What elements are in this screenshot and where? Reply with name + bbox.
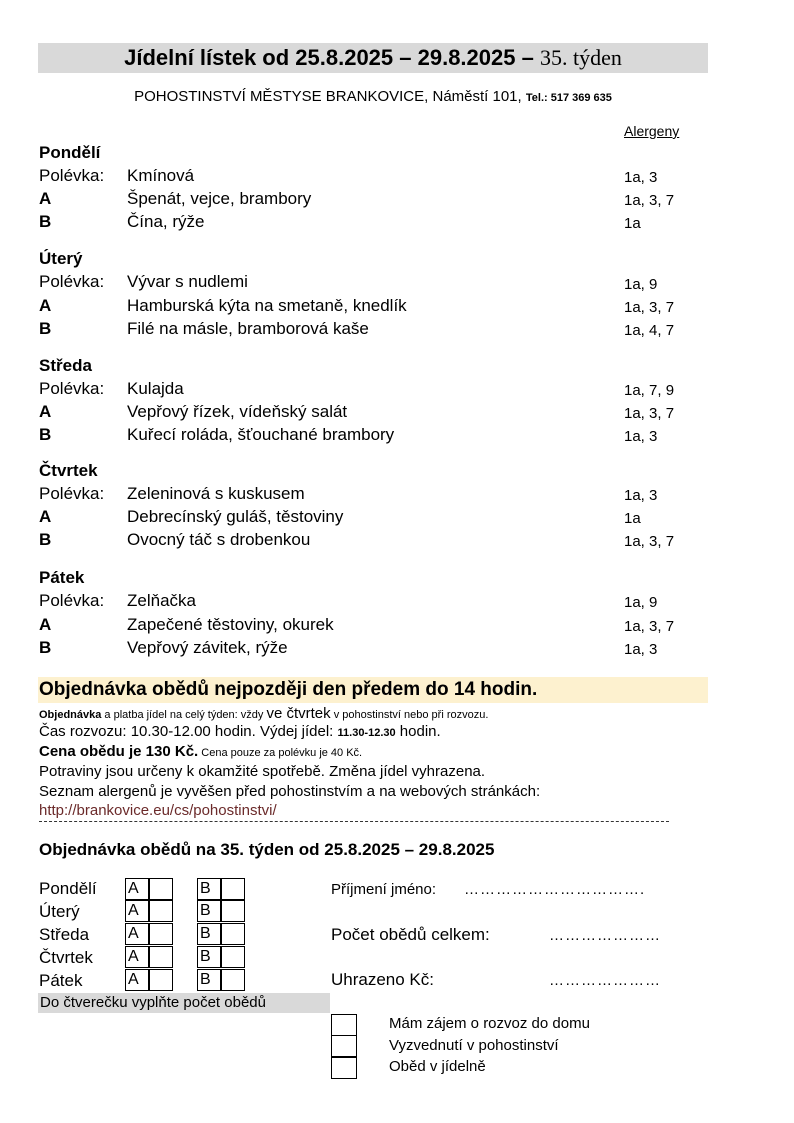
option-b-dish: Čína, rýže: [127, 212, 205, 231]
soup-allergens: 1a, 9: [624, 594, 658, 611]
day-name: Úterý: [39, 249, 83, 268]
form-day-label: Středa: [39, 925, 90, 944]
serving-time: 11.30-12.30: [337, 727, 396, 739]
cell-a-count[interactable]: [149, 923, 173, 945]
soup-price: Cena pouze za polévku je 40 Kč.: [198, 747, 363, 759]
soup-allergens: 1a, 9: [624, 276, 658, 293]
option-b-allergens: 1a, 3, 7: [624, 533, 675, 550]
cell-a-label: A: [125, 969, 149, 991]
option-a-label: A: [39, 189, 52, 208]
order-form-title: Objednávka obědů na 35. týden od 25.8.2025 – 29.8.2025: [39, 840, 495, 859]
option-a-dish: Zapečené těstoviny, okurek: [127, 615, 334, 634]
cell-a-count[interactable]: [149, 878, 173, 900]
dine-in-option-label: Oběd v jídelně: [389, 1058, 486, 1075]
option-a-dish: Hamburská kýta na smetaně, knedlík: [127, 296, 407, 315]
option-a-label: A: [39, 615, 52, 634]
cell-a-label: A: [125, 923, 149, 945]
cell-b-count[interactable]: [221, 900, 245, 922]
soup-label: Polévka:: [39, 591, 105, 610]
cell-a-count[interactable]: [149, 900, 173, 922]
meal-count-field[interactable]: …………………: [549, 927, 661, 944]
cell-b-count[interactable]: [221, 969, 245, 991]
paid-amount-label: Uhrazeno Kč:: [331, 970, 434, 989]
form-day-label: Čtvrtek: [39, 948, 93, 967]
cell-b-count[interactable]: [221, 878, 245, 900]
soup-dish: Zelňačka: [127, 591, 196, 610]
restaurant-name: POHOSTINSTVÍ MĚSTYSE BRANKOVICE, Náměstí 101,: [134, 88, 522, 105]
form-day-label: Úterý: [39, 902, 80, 921]
option-a-dish: Vepřový řízek, vídeňský salát: [127, 402, 348, 421]
cell-b-label: B: [197, 969, 221, 991]
pickup-option-label: Vyzvednutí v pohostinství: [389, 1037, 559, 1054]
allergen-list-note: Seznam alergenů je vyvěšen před pohostinstvím a na webových stránkách:: [39, 783, 541, 800]
fill-note: Do čtverečku vyplňte počet obědů: [40, 994, 266, 1011]
option-a-label: A: [39, 507, 52, 526]
restaurant-phone: Tel.: 517 369 635: [525, 92, 612, 104]
cell-b-label: B: [197, 900, 221, 922]
lunch-price: Cena obědu je 130 Kč.: [39, 743, 199, 760]
option-b-allergens: 1a: [624, 215, 641, 232]
day-name: Středa: [39, 356, 92, 375]
option-b-allergens: 1a, 3: [624, 428, 658, 445]
order-place: v pohostinství nebo při rozvozu.: [330, 709, 489, 721]
page-title: [38, 45, 708, 71]
order-day: ve čtvrtek: [266, 705, 331, 722]
soup-label: Polévka:: [39, 166, 105, 185]
surname-label: Příjmení jméno:: [331, 881, 437, 898]
soup-label: Polévka:: [39, 272, 105, 291]
order-payment-text: a platba jídel na celý týden: vždy: [101, 709, 267, 721]
option-b-label: B: [39, 638, 52, 657]
day-name: Čtvrtek: [39, 461, 98, 480]
soup-label: Polévka:: [39, 484, 105, 503]
option-b-label: B: [39, 319, 52, 338]
option-a-dish: Špenát, vejce, brambory: [127, 189, 312, 208]
website-link[interactable]: http://brankovice.eu/cs/pohostinstvi/: [39, 802, 277, 819]
form-day-label: Pátek: [39, 971, 83, 990]
soup-dish: Vývar s nudlemi: [127, 272, 248, 291]
order-payment-info: [39, 705, 488, 722]
form-day-label: Pondělí: [39, 879, 97, 898]
option-b-label: B: [39, 212, 52, 231]
delivery-checkbox[interactable]: [331, 1014, 357, 1036]
consumption-note: Potraviny jsou určeny k okamžité spotřebě. Změna jídel vyhrazena.: [39, 763, 486, 780]
soup-allergens: 1a, 7, 9: [624, 382, 675, 399]
soup-dish: Kmínová: [127, 166, 195, 185]
option-b-allergens: 1a, 4, 7: [624, 322, 675, 339]
delivery-option-label: Mám zájem o rozvoz do domu: [389, 1015, 590, 1032]
cell-b-label: B: [197, 946, 221, 968]
soup-allergens: 1a, 3: [624, 169, 658, 186]
option-b-dish: Vepřový závitek, rýže: [127, 638, 288, 657]
cell-b-count[interactable]: [221, 946, 245, 968]
soup-allergens: 1a, 3: [624, 487, 658, 504]
delivery-time-text: Čas rozvozu: 10.30-12.00 hodin. Výdej jídel:: [39, 723, 338, 740]
option-a-allergens: 1a, 3, 7: [624, 405, 675, 422]
restaurant-address: [0, 88, 746, 105]
order-word: Objednávka: [39, 709, 102, 721]
option-a-dish: Debrecínský guláš, těstoviny: [127, 507, 344, 526]
surname-field[interactable]: …………………………….: [464, 881, 646, 898]
option-b-dish: Filé na másle, bramborová kaše: [127, 319, 369, 338]
allergens-header: Alergeny: [624, 123, 680, 139]
option-b-allergens: 1a, 3: [624, 641, 658, 658]
cell-b-label: B: [197, 878, 221, 900]
meal-count-label: Počet obědů celkem:: [331, 925, 490, 944]
cell-a-label: A: [125, 946, 149, 968]
pickup-checkbox[interactable]: [331, 1035, 357, 1057]
soup-dish: Kulajda: [127, 379, 184, 398]
price-info: [39, 743, 362, 760]
cell-a-count[interactable]: [149, 946, 173, 968]
page-title-text: Jídelní lístek od 25.8.2025 – 29.8.2025 –: [124, 45, 534, 70]
option-a-label: A: [39, 296, 52, 315]
serving-time-suffix: hodin.: [395, 723, 441, 740]
cell-b-label: B: [197, 923, 221, 945]
paid-amount-field[interactable]: …………………: [549, 972, 661, 989]
week-number: 35. týden: [539, 45, 622, 70]
soup-dish: Zeleninová s kuskusem: [127, 484, 305, 503]
option-a-allergens: 1a, 3, 7: [624, 192, 675, 209]
option-b-dish: Kuřecí roláda, šťouchané brambory: [127, 425, 395, 444]
soup-label: Polévka:: [39, 379, 105, 398]
delivery-times: [39, 723, 441, 740]
cell-b-count[interactable]: [221, 923, 245, 945]
option-b-label: B: [39, 530, 52, 549]
option-b-dish: Ovocný táč s drobenkou: [127, 530, 311, 549]
option-a-allergens: 1a, 3, 7: [624, 299, 675, 316]
cell-a-count[interactable]: [149, 969, 173, 991]
dine-in-checkbox[interactable]: [331, 1057, 357, 1079]
cell-a-label: A: [125, 878, 149, 900]
day-name: Pátek: [39, 568, 85, 587]
option-a-label: A: [39, 402, 52, 421]
order-deadline: Objednávka obědů nejpozději den předem do 14 hodin.: [39, 679, 538, 700]
day-name: Pondělí: [39, 143, 101, 162]
option-b-label: B: [39, 425, 52, 444]
option-a-allergens: 1a: [624, 510, 641, 527]
cut-line: [39, 821, 669, 822]
option-a-allergens: 1a, 3, 7: [624, 618, 675, 635]
cell-a-label: A: [125, 900, 149, 922]
